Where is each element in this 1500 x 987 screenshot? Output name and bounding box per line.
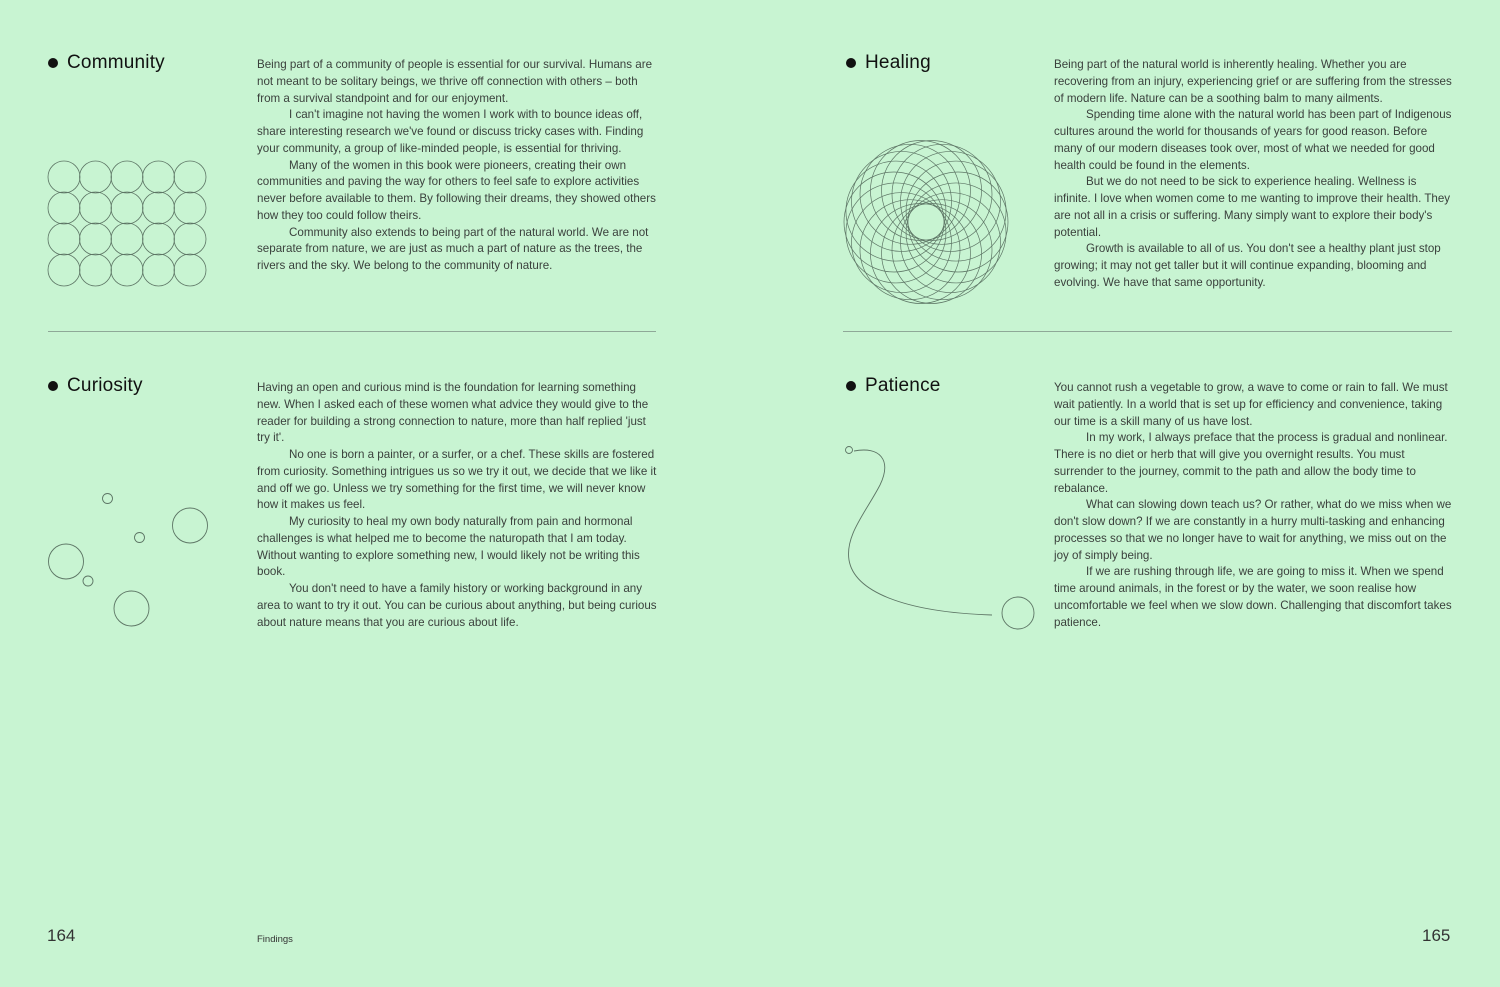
winding-path-illustration [840,440,1040,635]
grid-circle-icon [111,161,143,193]
bubble-icon [173,508,208,543]
grid-circle-icon [174,192,206,224]
bullet-icon [48,58,58,68]
curiosity-paragraph: My curiosity to heal my own body naturally from pain and hormonal challenges is what helped me to become the naturopath that I am today. Without wanting to explore something new, I would likely not be writing this book. [257,515,640,579]
grid-circle-icon [48,254,80,286]
divider-right [843,331,1452,332]
bubble-icon [103,494,113,504]
section-label: Findings [257,934,293,945]
spiro-circle-icon [908,172,1008,272]
heading-healing [846,52,931,74]
grid-circle-icon [80,223,112,255]
grid-circle-icon [111,192,143,224]
path-end-icon [1002,597,1034,629]
patience-paragraph: If we are rushing through life, we are going to miss it. When we spend time around animals, in the forest or by the water, we soon realise how uncomfortable we feel when we slow down. Challenging that discomfort takes patience. [1054,565,1452,629]
curiosity-paragraph: Having an open and curious mind is the foundation for learning something new. When I asked each of these women what advice they would give to the reader for building a strong connection to nature, more than half replied 'just try it'. [257,381,649,445]
healing-paragraph: But we do not need to be sick to experience healing. Wellness is infinite. I love when women come to me wanting to improve their health. They are not all in a crisis or suffering. Many simply want to explore their body's potential. [1054,175,1451,239]
grid-circle-icon [111,254,143,286]
patience-paragraph: In my work, I always preface that the process is gradual and nonlinear. There is no diet or herb that will give you overnight results. You must surrender to the journey, commit to the path and allow the body time to rebalance. [1054,431,1448,495]
grid-circle-icon [174,223,206,255]
bubble-icon [135,533,145,543]
heading-curiosity-text: Curiosity [67,375,143,396]
bubble-icon [114,591,149,626]
heading-community-text: Community [67,52,165,73]
page-number-right: 165 [1422,926,1451,945]
circle-grid-illustration [46,159,210,289]
grid-circle-icon [143,223,175,255]
grid-circle-icon [80,161,112,193]
bubbles-illustration [44,488,214,633]
patience-paragraph: What can slowing down teach us? Or rather, what do we miss when we don't slow down? If we are constantly in a hurry multi-tasking and enhancing processes so that we no longer have to wait for anything, we miss out on the joy of simply being. [1054,498,1452,562]
curiosity-body [257,380,659,631]
spiro-circle-icon [906,183,1006,283]
spiro-circle-icon [846,161,946,261]
community-paragraph: Many of the women in this book were pioneers, creating their own communities and paving the way for others to feel safe to explore activities never before available to them. By following their dreams, they showed others how they too could follow theirs. [257,158,656,222]
grid-circle-icon [48,223,80,255]
spiro-circle-icon [844,172,944,272]
grid-circle-icon [143,192,175,224]
grid-circle-icon [143,161,175,193]
grid-circle-icon [174,161,206,193]
winding-path-line [849,450,992,615]
page-number-left: 164 [47,926,76,945]
curiosity-paragraph: You don't need to have a family history or working background in any area to want to try it out. You can be curious about anything, but being curious about nature means that you are curious about life. [257,582,657,629]
bullet-icon [846,381,856,391]
grid-circle-icon [111,223,143,255]
healing-paragraph: Growth is available to all of us. You don't see a healthy plant just stop growing; it may not get taller but it will continue expanding, blooming and evolving. We have that same opportunity. [1054,242,1441,289]
curiosity-paragraph: No one is born a painter, or a surfer, or a chef. These skills are fostered from curiosity. Something intrigues us so we try it out, we decide that we like it and off we go. Unless we try something for the first time, we will never know how it makes us feel. [257,448,657,512]
heading-community [48,52,165,74]
community-paragraph: I can't imagine not having the women I work with to bounce ideas off, share interesting research we've found or discuss tricky cases with. Finding your community, a group of like-minded people, is essential for thriving. [257,108,644,155]
grid-circle-icon [48,192,80,224]
bubble-icon [49,544,84,579]
spirograph-illustration [842,138,1010,306]
healing-paragraph: Spending time alone with the natural world has been part of Indigenous cultures around the world for thousands of years for good reason. Before many of our modern diseases took over, most of what we needed for good health could be found in the elements. [1054,108,1452,172]
community-body [257,57,659,275]
grid-circle-icon [80,254,112,286]
spiro-circle-icon [846,183,946,283]
spiro-circle-icon [906,161,1006,261]
community-paragraph: Community also extends to being part of the natural world. We are not separate from nature, we are just as much a part of nature as the trees, the rivers and the sky. We belong to the community of nature. [257,225,649,272]
heading-curiosity [48,375,143,397]
divider-left [48,331,656,332]
healing-paragraph: Being part of the natural world is inherently healing. Whether you are recovering from an injury, experiencing grief or are suffering from the stresses of modern life. Nature can be a soothing balm to many ailments. [1054,58,1452,105]
path-start-icon [846,447,853,454]
grid-circle-icon [174,254,206,286]
bullet-icon [48,381,58,391]
patience-body [1054,380,1456,631]
heading-healing-text: Healing [865,52,931,73]
bubble-icon [83,576,93,586]
heading-patience [846,375,941,397]
bullet-icon [846,58,856,68]
healing-body [1054,57,1456,292]
community-paragraph: Being part of a community of people is essential for our survival. Humans are not meant to be solitary beings, we thrive off connection with others – both from a survival standpoint and for our enjoyment. [257,58,653,105]
grid-circle-icon [80,192,112,224]
grid-circle-icon [48,161,80,193]
patience-paragraph: You cannot rush a vegetable to grow, a wave to come or rain to fall. We must wait patiently. In a world that is set up for efficiency and convenience, taking our time is a skill many of us have lost. [1054,381,1448,428]
heading-patience-text: Patience [865,375,941,396]
grid-circle-icon [143,254,175,286]
